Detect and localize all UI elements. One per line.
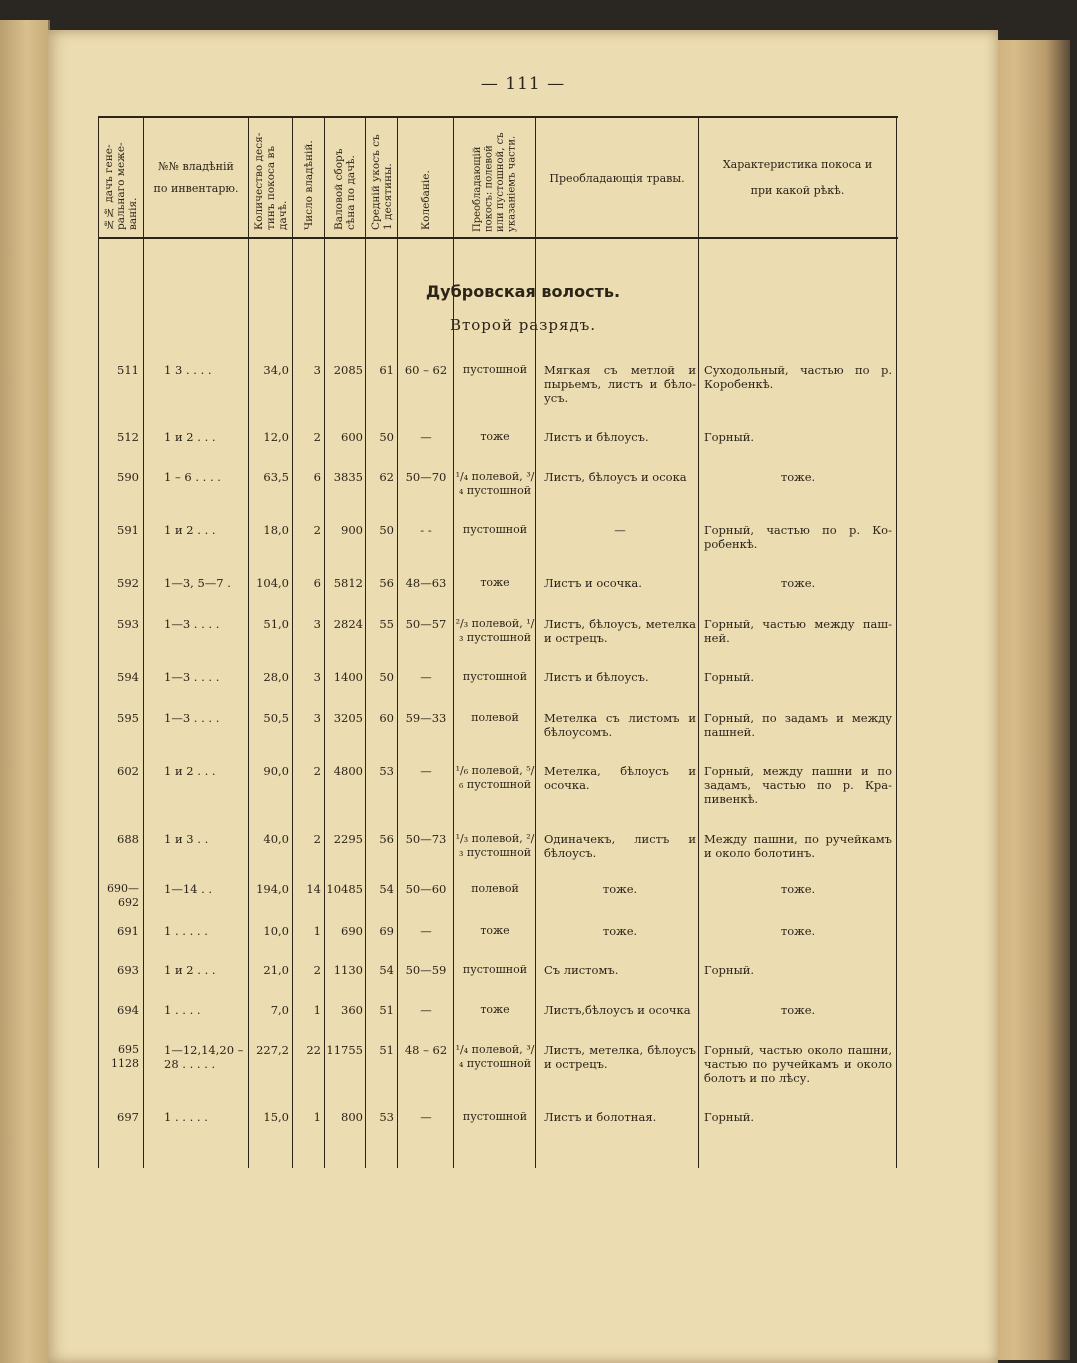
section-title: Дубровская волость. — [425, 282, 621, 301]
table-cell-sred: 50 — [379, 670, 394, 684]
table-cell-val: 3835 — [333, 470, 363, 484]
table-cell-val: 11755 — [326, 1043, 363, 1057]
table-cell-des: 21,0 — [263, 963, 289, 977]
table-cell-pokos: полевой — [471, 882, 519, 895]
table-cell-har: Суходольный, частью по р. Коробенкѣ. — [704, 363, 892, 391]
col-line — [143, 118, 144, 1168]
table-cell-sred: 50 — [379, 523, 394, 537]
header-bottom-rule — [98, 237, 898, 239]
table-cell-pokos: пустошной — [462, 1110, 528, 1123]
table-cell-num: 22 — [306, 1043, 321, 1057]
table-cell-des: 28,0 — [263, 670, 289, 684]
table-cell-vlad: 1 – 6 . . . . — [164, 470, 221, 484]
table-cell-har: Горный, частью около пашни, частью по ручейкамъ и около болотъ и по лѣсу. — [704, 1043, 892, 1085]
table-cell-dacha: 590 — [117, 470, 139, 484]
header-harakteristika: Характеристика покоса и при какой рѣкѣ. — [722, 158, 873, 197]
table-cell-kol: 59—33 — [405, 711, 447, 725]
table-cell-des: 227,2 — [256, 1043, 289, 1057]
table-cell-dacha: 695 1128 — [111, 1043, 139, 1070]
table-cell-dacha: 592 — [117, 576, 139, 590]
table-cell-des: 7,0 — [270, 1003, 289, 1017]
table-cell-travy: Метелка съ листомъ и бѣлоусомъ. — [544, 711, 696, 739]
table-cell-pokos: пустошной — [462, 670, 528, 683]
table-cell-travy: Мягкая съ метлой и пырьемъ, листъ и бѣлоусъ. — [544, 363, 696, 405]
table-cell-har: Горный. — [704, 963, 755, 977]
table-cell-pokos: ¹/₃ полевой, ²/₃ пустошной — [455, 832, 535, 859]
table-cell-sred: 69 — [379, 924, 394, 938]
table-cell-num: 3 — [313, 711, 321, 725]
table-cell-pokos: тоже — [480, 576, 510, 589]
table-cell-kol: 48 – 62 — [404, 1043, 448, 1057]
table-cell-travy: Съ листомъ. — [544, 963, 619, 977]
table-cell-num: 2 — [313, 430, 321, 444]
table-cell-des: 40,0 — [263, 832, 289, 846]
header-travy: Преобладающія травы. — [549, 171, 685, 185]
table-cell-des: 51,0 — [263, 617, 289, 631]
table-cell-dacha: 511 — [117, 363, 139, 377]
table-cell-val: 360 — [341, 1003, 363, 1017]
table-cell-dacha: 690—692 — [107, 882, 139, 909]
table-cell-sred: 50 — [379, 430, 394, 444]
table-cell-pokos: тоже — [480, 430, 510, 443]
table-cell-kol: — — [420, 924, 432, 938]
table-cell-vlad: 1 и 2 . . . — [164, 764, 216, 778]
table-cell-travy: Одиначекъ, листъ и бѣлоусъ. — [544, 832, 696, 860]
table-cell-sred: 55 — [379, 617, 394, 631]
table-cell-vlad: 1 . . . . — [164, 1003, 201, 1017]
table-cell-har: тоже. — [780, 576, 816, 590]
col-line — [397, 118, 398, 1168]
table-cell-dacha: 593 — [117, 617, 139, 631]
table-cell-num: 1 — [313, 1110, 321, 1124]
table-cell-har: тоже. — [780, 470, 816, 484]
table-cell-num: 1 — [313, 1003, 321, 1017]
table-cell-des: 15,0 — [263, 1110, 289, 1124]
table-cell-har: Горный, частью по р. Коробенкѣ. — [704, 523, 892, 551]
table-cell-kol: — — [420, 1110, 432, 1124]
header-valovoy: Валовой сборъ сѣна по дачѣ. — [333, 148, 357, 230]
table-cell-sred: 53 — [379, 764, 394, 778]
table-cell-vlad: 1 и 2 . . . — [164, 963, 216, 977]
table-cell-des: 104,0 — [256, 576, 289, 590]
table-cell-dacha: 594 — [117, 670, 139, 684]
table-cell-har: Горный. — [704, 670, 755, 684]
table-cell-travy: Листъ, метелка, бѣлоусъ и острецъ. — [544, 1043, 696, 1071]
table-cell-dacha: 688 — [117, 832, 139, 846]
table-cell-travy: — — [614, 523, 626, 537]
header-sredniy: Средній укосъ съ 1 десятины. — [369, 134, 394, 230]
table-cell-har: тоже. — [780, 1003, 816, 1017]
table-cell-travy: тоже. — [602, 882, 638, 896]
table-cell-vlad: 1 и 3 . . — [164, 832, 209, 846]
section-subtitle: Второй разрядъ. — [449, 316, 597, 334]
table-cell-sred: 54 — [379, 963, 394, 977]
table-cell-val: 2295 — [333, 832, 363, 846]
table-cell-sred: 53 — [379, 1110, 394, 1124]
table-cell-travy: Листъ и болотная. — [544, 1110, 657, 1124]
top-rule — [98, 116, 898, 118]
table-cell-travy: Метелка, бѣлоусъ и осочка. — [544, 764, 696, 792]
table-cell-dacha: 697 — [117, 1110, 139, 1124]
col-line — [453, 118, 454, 1168]
table-cell-val: 600 — [341, 430, 363, 444]
table-cell-pokos: тоже — [480, 924, 510, 937]
table-cell-num: 2 — [313, 764, 321, 778]
table-cell-val: 2085 — [333, 363, 363, 377]
table-cell-kol: — — [420, 670, 432, 684]
table-cell-vlad: 1—3 . . . . — [164, 670, 220, 684]
table-cell-des: 90,0 — [263, 764, 289, 778]
table-cell-travy: Листъ,бѣлоусъ и осочка — [544, 1003, 691, 1017]
table-cell-pokos: ¹/₄ полевой, ³/₄ пустошной — [455, 470, 535, 497]
table-cell-dacha: 512 — [117, 430, 139, 444]
table-cell-sred: 51 — [379, 1043, 394, 1057]
table-cell-num: 6 — [313, 470, 321, 484]
table-cell-des: 194,0 — [256, 882, 289, 896]
book-right-edge — [990, 40, 1070, 1360]
col-line — [535, 118, 536, 1168]
table-cell-kol: — — [420, 430, 432, 444]
table-cell-sred: 56 — [379, 576, 394, 590]
header-dacha-no: №№ дачъ генеральнаго межеванія. — [103, 142, 139, 230]
table-cell-kol: — — [420, 1003, 432, 1017]
table-cell-har: Между пашни, по ручейкамъ и около болотинъ. — [704, 832, 892, 860]
table-cell-vlad: 1—3, 5—7 . — [164, 576, 231, 590]
table-cell-num: 3 — [313, 617, 321, 631]
table-cell-pokos: тоже — [480, 1003, 510, 1016]
table-cell-val: 1130 — [333, 963, 363, 977]
table-cell-val: 4800 — [333, 764, 363, 778]
header-vladenie-no: №№ владѣній по инвентарю. — [153, 160, 239, 195]
table-cell-val: 690 — [341, 924, 363, 938]
table-cell-pokos: полевой — [471, 711, 519, 724]
table-cell-kol: - - — [420, 523, 432, 537]
table-cell-val: 5812 — [333, 576, 363, 590]
table-cell-num: 1 — [313, 924, 321, 938]
table-cell-vlad: 1—3 . . . . — [164, 617, 220, 631]
table-cell-num: 2 — [313, 963, 321, 977]
col-line — [698, 118, 699, 1168]
table-cell-val: 1400 — [333, 670, 363, 684]
table-cell-pokos: ¹/₄ полевой, ³/₄ пустошной — [455, 1043, 535, 1070]
table-cell-dacha: 602 — [117, 764, 139, 778]
table-cell-val: 900 — [341, 523, 363, 537]
table-cell-des: 12,0 — [263, 430, 289, 444]
table-cell-sred: 51 — [379, 1003, 394, 1017]
table-cell-har: тоже. — [780, 882, 816, 896]
header-desyatin: Количество десятинъ покоса въ дачѣ. — [252, 132, 289, 230]
table-cell-des: 50,5 — [263, 711, 289, 725]
table-cell-des: 18,0 — [263, 523, 289, 537]
table-cell-kol: 50—59 — [405, 963, 447, 977]
table-cell-dacha: 691 — [117, 924, 139, 938]
table-cell-pokos: пустошной — [462, 363, 528, 376]
table-cell-num: 2 — [313, 523, 321, 537]
table-cell-kol: 60 – 62 — [404, 363, 448, 377]
table-cell-kol: — — [420, 764, 432, 778]
table-cell-kol: 50—60 — [405, 882, 447, 896]
table-cell-pokos: ²/₃ полевой, ¹/₃ пустошной — [455, 617, 535, 644]
table-cell-num: 3 — [313, 670, 321, 684]
table-cell-num: 2 — [313, 832, 321, 846]
header-vladeniy: Число владѣній. — [302, 140, 315, 230]
table-cell-pokos: пустошной — [462, 523, 528, 536]
page — [48, 30, 998, 1363]
table-cell-des: 10,0 — [263, 924, 289, 938]
table-cell-har: Горный, частью между пашней. — [704, 617, 892, 645]
book-left-edge — [0, 20, 50, 1363]
table-cell-kol: 50—73 — [405, 832, 447, 846]
page-number: — 111 — — [480, 74, 566, 94]
table-cell-vlad: 1 и 2 . . . — [164, 523, 216, 537]
header-pokos: Преобладающій покосъ: полевой или пустошной, съ указаніемъ части. — [471, 132, 517, 232]
table-cell-kol: 48—63 — [405, 576, 447, 590]
table-cell-vlad: 1 . . . . . — [164, 924, 208, 938]
table-cell-travy: Листъ и бѣлоусъ. — [544, 670, 649, 684]
table-cell-dacha: 694 — [117, 1003, 139, 1017]
table-cell-vlad: 1—12,14,20 – 28 . . . . . — [164, 1043, 244, 1071]
table-cell-har: Горный. — [704, 430, 755, 444]
table-cell-vlad: 1 и 2 . . . — [164, 430, 216, 444]
table-cell-sred: 54 — [379, 882, 394, 896]
table-cell-dacha: 591 — [117, 523, 139, 537]
table-cell-val: 800 — [341, 1110, 363, 1124]
table-cell-travy: Листъ и бѣлоусъ. — [544, 430, 649, 444]
table-cell-har: Горный, по задамъ и между пашней. — [704, 711, 892, 739]
table-cell-des: 63,5 — [263, 470, 289, 484]
table-cell-travy: тоже. — [602, 924, 638, 938]
table-cell-val: 2824 — [333, 617, 363, 631]
col-line — [896, 118, 897, 1168]
header-kolebanie: Колебаніе. — [419, 170, 432, 230]
table-cell-travy: Листъ, бѣлоусъ и осока — [544, 470, 687, 484]
table-cell-vlad: 1—3 . . . . — [164, 711, 220, 725]
table-cell-travy: Листъ и осочка. — [544, 576, 642, 590]
table-cell-pokos: ¹/₆ полевой, ⁵/₆ пустошной — [455, 764, 535, 791]
table-cell-har: Горный. — [704, 1110, 755, 1124]
table-cell-kol: 50—70 — [405, 470, 447, 484]
table-cell-travy: Листъ, бѣлоусъ, метелка и острецъ. — [544, 617, 696, 645]
table-cell-sred: 56 — [379, 832, 394, 846]
table-cell-sred: 60 — [379, 711, 394, 725]
table-cell-des: 34,0 — [263, 363, 289, 377]
table-cell-sred: 62 — [379, 470, 394, 484]
table-cell-val: 10485 — [326, 882, 363, 896]
table-cell-pokos: пустошной — [462, 963, 528, 976]
table-cell-dacha: 693 — [117, 963, 139, 977]
table-cell-vlad: 1 3 . . . . — [164, 363, 212, 377]
table-cell-num: 6 — [313, 576, 321, 590]
table-cell-vlad: 1—14 . . — [164, 882, 213, 896]
table-cell-dacha: 595 — [117, 711, 139, 725]
table-cell-num: 14 — [306, 882, 321, 896]
table-cell-sred: 61 — [379, 363, 394, 377]
table-cell-val: 3205 — [333, 711, 363, 725]
table-cell-kol: 50—57 — [405, 617, 447, 631]
table-cell-har: тоже. — [780, 924, 816, 938]
table-cell-vlad: 1 . . . . . — [164, 1110, 208, 1124]
bottom-edge — [98, 1165, 99, 1168]
table-cell-har: Горный, между пашни и по задамъ, частью по р. Крапивенкѣ. — [704, 764, 892, 806]
table-cell-num: 3 — [313, 363, 321, 377]
